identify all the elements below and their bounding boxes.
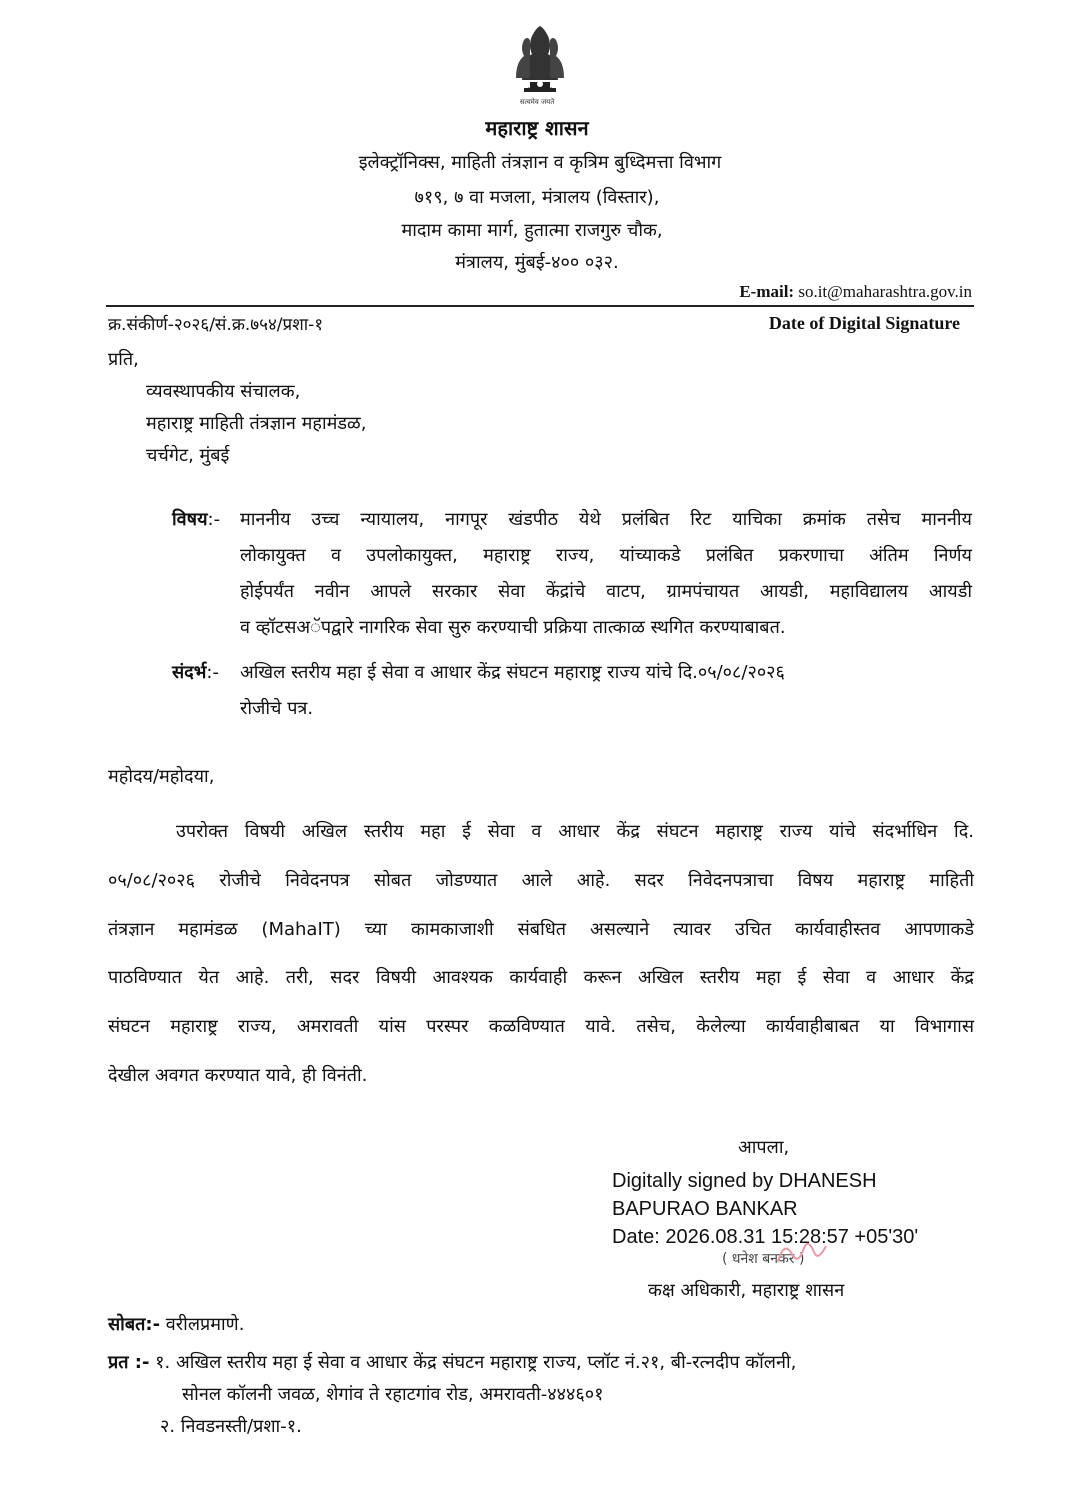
reference-number: क्र.संकीर्ण-२०२६/सं.क्र.७५४/प्रशा-१ [108, 315, 324, 335]
recipient-line-1: व्यवस्थापकीय संचालक, [146, 381, 301, 402]
copy-to-item-2: २. निवडनस्ती/प्रशा-१. [160, 1416, 302, 1437]
reference-line-1: अखिल स्तरीय महा ई सेवा व आधार केंद्र संघटन महाराष्ट्र राज्य यांचे दि.०५/०८/२०२६ [240, 662, 785, 683]
digital-signature-line-3: Date: 2026.08.31 15:28:57 +05'30' [612, 1226, 919, 1248]
date-of-signature: Date of Digital Signature [768, 313, 960, 333]
handwritten-signature-icon [770, 1232, 840, 1272]
enclosure-label: सोबत:- [108, 1314, 161, 1335]
subject-block [172, 502, 972, 638]
copy-to-line-1 [108, 1346, 796, 1380]
recipient-line-3: चर्चगेट, मुंबई [146, 445, 230, 466]
email-address[interactable]: so.it@maharashtra.gov.in [798, 282, 972, 301]
subject-sep: :- [207, 509, 221, 530]
salutation: महोदय/महोदया, [108, 766, 215, 787]
state-emblem-icon [510, 22, 570, 108]
email-label: E-mail: [739, 282, 795, 301]
body-line-6: देखील अवगत करण्यात यावे, ही विनंती. [108, 1064, 368, 1086]
subject-line-1: माननीय उच्च न्यायालय, नागपूर खंडपीठ येथे प्रलंबित रिट याचिका क्रमांक तसेच माननीय [240, 509, 972, 530]
reference-line-2: रोजीचे पत्र. [240, 698, 314, 719]
digital-signature-line-1: Digitally signed by DHANESH [612, 1170, 877, 1192]
address-line-1: ७१९, ७ वा मजला, मंत्रालय (विस्तार), [414, 187, 660, 208]
enclosure-text: वरीलप्रमाणे. [165, 1314, 245, 1335]
reference-sep: :- [206, 662, 219, 683]
body-line-3: तंत्रज्ञान महामंडळ (MahaIT) च्या कामकाजाशी संबधित असल्याने त्यावर उचित कार्यवाहीस्तव आपणाकडे [108, 918, 974, 940]
recipient-line-2: महाराष्ट्र माहिती तंत्रज्ञान महामंडळ, [146, 413, 367, 434]
address-line-2: मादाम कामा मार्ग, हुतात्मा राजगुरु चौक, [401, 220, 663, 241]
email-line [739, 282, 972, 302]
body-line-5: संघटन महाराष्ट्र राज्य, अमरावती यांस परस्पर कळविण्यात यावे. तसेच, केलेल्या कार्यवाहीबाबत या विभागास [108, 1016, 974, 1038]
subject-line-4: व व्हॉटसअॅपद्वारे नागरिक सेवा सुरु करण्याची प्रक्रिया तात्काळ स्थगित करण्याबाबत. [240, 617, 786, 638]
digital-signature-block [612, 1167, 918, 1251]
copy-to-label: प्रत :- [108, 1352, 150, 1373]
subject-label: विषय [172, 509, 208, 530]
subject-line-3: होईपर्यंत नवीन आपले सरकार सेवा केंद्रांचे वाटप, ग्रामपंचायत आयडी, महाविद्यालय आयडी [240, 581, 972, 602]
reference-label: संदर्भ [172, 662, 207, 683]
emblem-motto: सत्यमेव जयते [519, 98, 555, 106]
digital-signature-line-2: BAPURAO BANKAR [612, 1198, 798, 1220]
address-line-3: मंत्रालय, मुंबई-४०० ०३२. [455, 252, 619, 273]
body-line-1: उपरोक्त विषयी अखिल स्तरीय महा ई सेवा व आधार केंद्र संघटन महाराष्ट्र राज्य यांचे संदर्भाधिन दि. [176, 821, 974, 842]
reference-block [172, 655, 972, 719]
closing: आपला, [738, 1137, 790, 1158]
signatory-name: ( धनेश बनकर ) [722, 1251, 805, 1267]
copy-to-item-1-cont: सोनल कॉलनी जवळ, शेगांव ते रहाटगांव रोड, अमरावती-४४४६०१ [182, 1384, 604, 1405]
signatory-designation: कक्ष अधिकारी, महाराष्ट्र शासन [648, 1280, 845, 1301]
enclosure-line [108, 1312, 244, 1336]
header-divider [106, 305, 974, 307]
government-name: महाराष्ट्र शासन [485, 116, 589, 140]
body-line-2: ०५/०८/२०२६ रोजीचे निवेदनपत्र सोबत जोडण्यात आले आहे. सदर निवेदनपत्राचा विषय महाराष्ट्र माहिती [108, 869, 974, 891]
subject-line-2: लोकायुक्त व उपलोकायुक्त, महाराष्ट्र राज्य, यांच्याकडे प्रलंबित प्रकरणाचा अंतिम निर्णय [240, 545, 972, 566]
recipient-prefix: प्रति, [108, 349, 139, 370]
body-paragraph [108, 808, 974, 1101]
body-line-4: पाठविण्यात येत आहे. तरी, सदर विषयी आवश्यक कार्यवाही करून अखिल स्तरीय महा ई सेवा व आधार केंद्र [108, 967, 974, 989]
copy-to-item-1: १. अखिल स्तरीय महा ई सेवा व आधार केंद्र संघटन महाराष्ट्र राज्य, प्लॉट नं.२१, बी-रत्नदीप कॉलनी, [155, 1352, 797, 1373]
department-name: इलेक्ट्रॉनिक्स, माहिती तंत्रज्ञान व कृत्रिम बुध्दिमत्ता विभाग [358, 152, 722, 173]
